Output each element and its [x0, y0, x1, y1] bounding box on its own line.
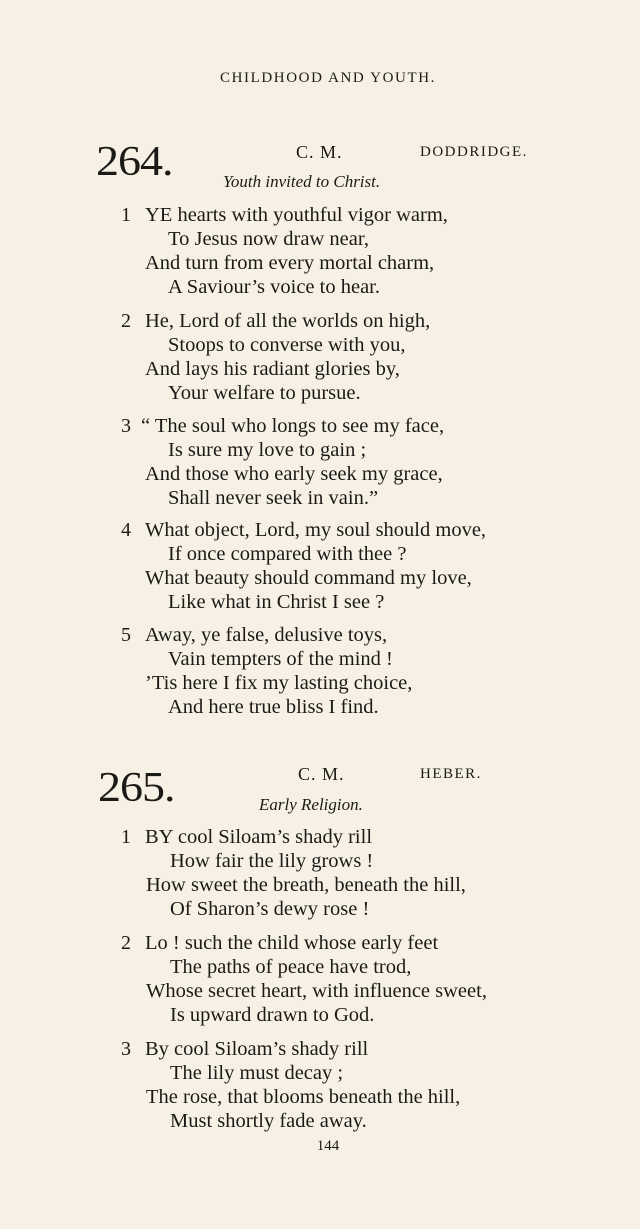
verse-line: What beauty should command my love, — [145, 567, 472, 589]
verse-line: The paths of peace have trod, — [170, 956, 412, 978]
hymn-number: 264. — [96, 137, 173, 185]
verse-line: Whose secret heart, with influence sweet, — [146, 980, 487, 1002]
verse-line: To Jesus now draw near, — [168, 228, 369, 250]
hymn-meter: C. M. — [296, 142, 343, 162]
verse-line: Must shortly fade away. — [170, 1110, 367, 1132]
verse-line: By cool Siloam’s shady rill — [145, 1038, 369, 1060]
verse-line: Of Sharon’s dewy rose ! — [170, 898, 370, 920]
verse-line: And here true bliss I find. — [168, 696, 379, 718]
verse-line: Stoops to converse with you, — [168, 334, 406, 356]
verse-line: Away, ye false, delusive toys, — [145, 624, 388, 646]
verse-line: He, Lord of all the worlds on high, — [145, 310, 431, 332]
hymn-title: Youth invited to Christ. — [223, 172, 381, 191]
verse-line: Like what in Christ I see ? — [168, 591, 385, 613]
hymn-title: Early Religion. — [259, 795, 363, 814]
verse-line: Your welfare to pursue. — [168, 382, 361, 404]
verse-number: 5 — [121, 624, 131, 646]
verse-line: If once compared with thee ? — [168, 543, 407, 565]
verse-line: Lo ! such the child whose early feet — [145, 932, 439, 954]
verse-line: How sweet the breath, beneath the hill, — [146, 874, 466, 896]
verse-line: “ The soul who longs to see my face, — [141, 415, 445, 437]
verse-line: BY cool Siloam’s shady rill — [145, 826, 373, 848]
running-head: CHILDHOOD AND YOUTH. — [219, 70, 436, 86]
verse-number: 4 — [121, 519, 131, 541]
verse-line: What object, Lord, my soul should move, — [145, 519, 487, 541]
verse-line: Shall never seek in vain.” — [168, 487, 379, 509]
verse-line: The lily must decay ; — [170, 1062, 344, 1084]
verse-line: And lays his radiant glories by, — [145, 358, 400, 380]
verse-line: Is upward drawn to God. — [170, 1004, 375, 1026]
verse-number: 1 — [121, 826, 131, 848]
verse-number: 3 — [121, 1038, 131, 1060]
verse-line: How fair the lily grows ! — [170, 850, 374, 872]
verse-line: Is sure my love to gain ; — [168, 439, 367, 461]
verse-number: 2 — [121, 310, 131, 332]
verse-line: YE hearts with youthful vigor warm, — [145, 204, 448, 226]
verse-number: 2 — [121, 932, 131, 954]
verse-line: Vain tempters of the mind ! — [168, 648, 393, 670]
verse-line: And turn from every mortal charm, — [145, 252, 435, 274]
verse-line: The rose, that blooms beneath the hill, — [146, 1086, 461, 1108]
verse-line: ’Tis here I fix my lasting choice, — [145, 672, 413, 694]
hymn-author: DODDRIDGE. — [420, 144, 528, 160]
page-number: 144 — [316, 1138, 340, 1154]
verse-line: A Saviour’s voice to hear. — [168, 276, 380, 298]
verse-line: And those who early seek my grace, — [145, 463, 443, 485]
verse-number: 3 — [121, 415, 131, 437]
verse-number: 1 — [121, 204, 131, 226]
hymn-number: 265. — [98, 763, 175, 811]
hymn-author: HEBER. — [420, 766, 482, 782]
hymn-meter: C. M. — [298, 764, 345, 784]
